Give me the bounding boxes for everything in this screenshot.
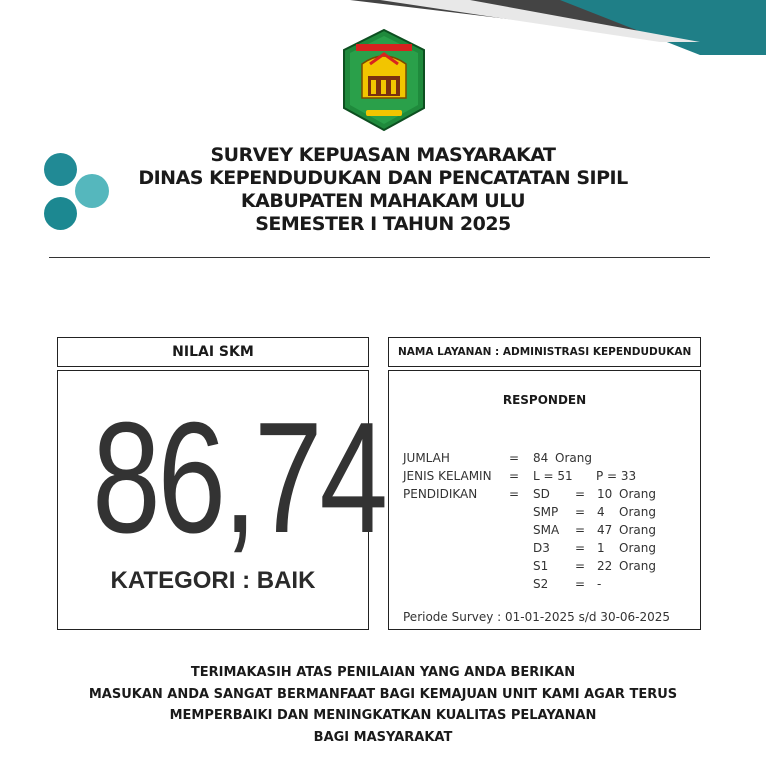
edu-level: S1 [533, 559, 549, 573]
edu-value: 22 [597, 559, 613, 573]
respondents-title: RESPONDEN [502, 393, 587, 407]
jumlah-label: JUMLAH [403, 451, 450, 465]
edu-value: 1 [597, 541, 605, 555]
jumlah-unit: Orang [555, 451, 592, 465]
edu-eq: = [575, 577, 586, 591]
skm-score-value: 86,74 [92, 390, 385, 566]
regency-emblem-logo [340, 28, 428, 132]
edu-unit: Orang [619, 523, 656, 537]
gender-male: L = 51 [533, 469, 573, 483]
edu-level: SMP [533, 505, 559, 519]
skm-label-box [57, 337, 369, 367]
title-line-1: SURVEY KEPUASAN MASYARAKAT [210, 144, 556, 166]
header-divider [49, 257, 710, 258]
service-name: NAMA LAYANAN : ADMINISTRASI KEPENDUDUKAN [398, 346, 692, 358]
edu-value: 4 [597, 505, 605, 519]
edu-level: S2 [533, 577, 549, 591]
skm-label: NILAI SKM [172, 344, 254, 360]
edu-unit: Orang [619, 505, 656, 519]
respondents-box [388, 370, 701, 630]
title-line-4: SEMESTER I TAHUN 2025 [255, 213, 511, 235]
jumlah-eq: = [509, 451, 520, 465]
edu-unit: Orang [619, 559, 656, 573]
edu-level: D3 [533, 541, 550, 555]
edu-unit: Orang [619, 541, 656, 555]
gender-eq: = [509, 469, 520, 483]
edu-level: SD [533, 487, 550, 501]
edu-value: 10 [597, 487, 613, 501]
edu-eq: = [575, 541, 586, 555]
gender-label: JENIS KELAMIN [403, 469, 492, 483]
footer-line-1: TERIMAKASIH ATAS PENILAIAN YANG ANDA BERIKAN [190, 665, 576, 680]
title-line-3: KABUPATEN MAHAKAM ULU [240, 190, 526, 212]
jumlah-value: 84 [533, 451, 549, 465]
survey-period: Periode Survey : 01-01-2025 s/d 30-06-2025 [403, 610, 671, 624]
footer-line-3: MEMPERBAIKI DAN MENINGKATKAN KUALITAS PELAYANAN [169, 708, 597, 723]
edu-eq: = [575, 487, 586, 501]
skm-category: KATEGORI : BAIK [110, 567, 316, 594]
edu-level: SMA [533, 523, 560, 537]
edu-value: 47 [597, 523, 613, 537]
education-label: PENDIDIKAN [403, 487, 478, 501]
footer-line-4: BAGI MASYARAKAT [313, 730, 453, 745]
gender-female: P = 33 [596, 469, 637, 483]
edu-eq: = [575, 559, 586, 573]
edu-eq: = [575, 523, 586, 537]
edu-value: - [597, 577, 602, 591]
edu-eq: = [575, 505, 586, 519]
service-name-box [388, 337, 701, 367]
skm-score-box [57, 370, 385, 630]
edu-unit: Orang [619, 487, 656, 501]
footer-line-2: MASUKAN ANDA SANGAT BERMANFAAT BAGI KEMAJUAN UNIT KAMI AGAR TERUS [88, 687, 678, 702]
title-line-2: DINAS KEPENDUDUKAN DAN PENCATATAN SIPIL [138, 167, 628, 189]
education-eq: = [509, 487, 520, 501]
